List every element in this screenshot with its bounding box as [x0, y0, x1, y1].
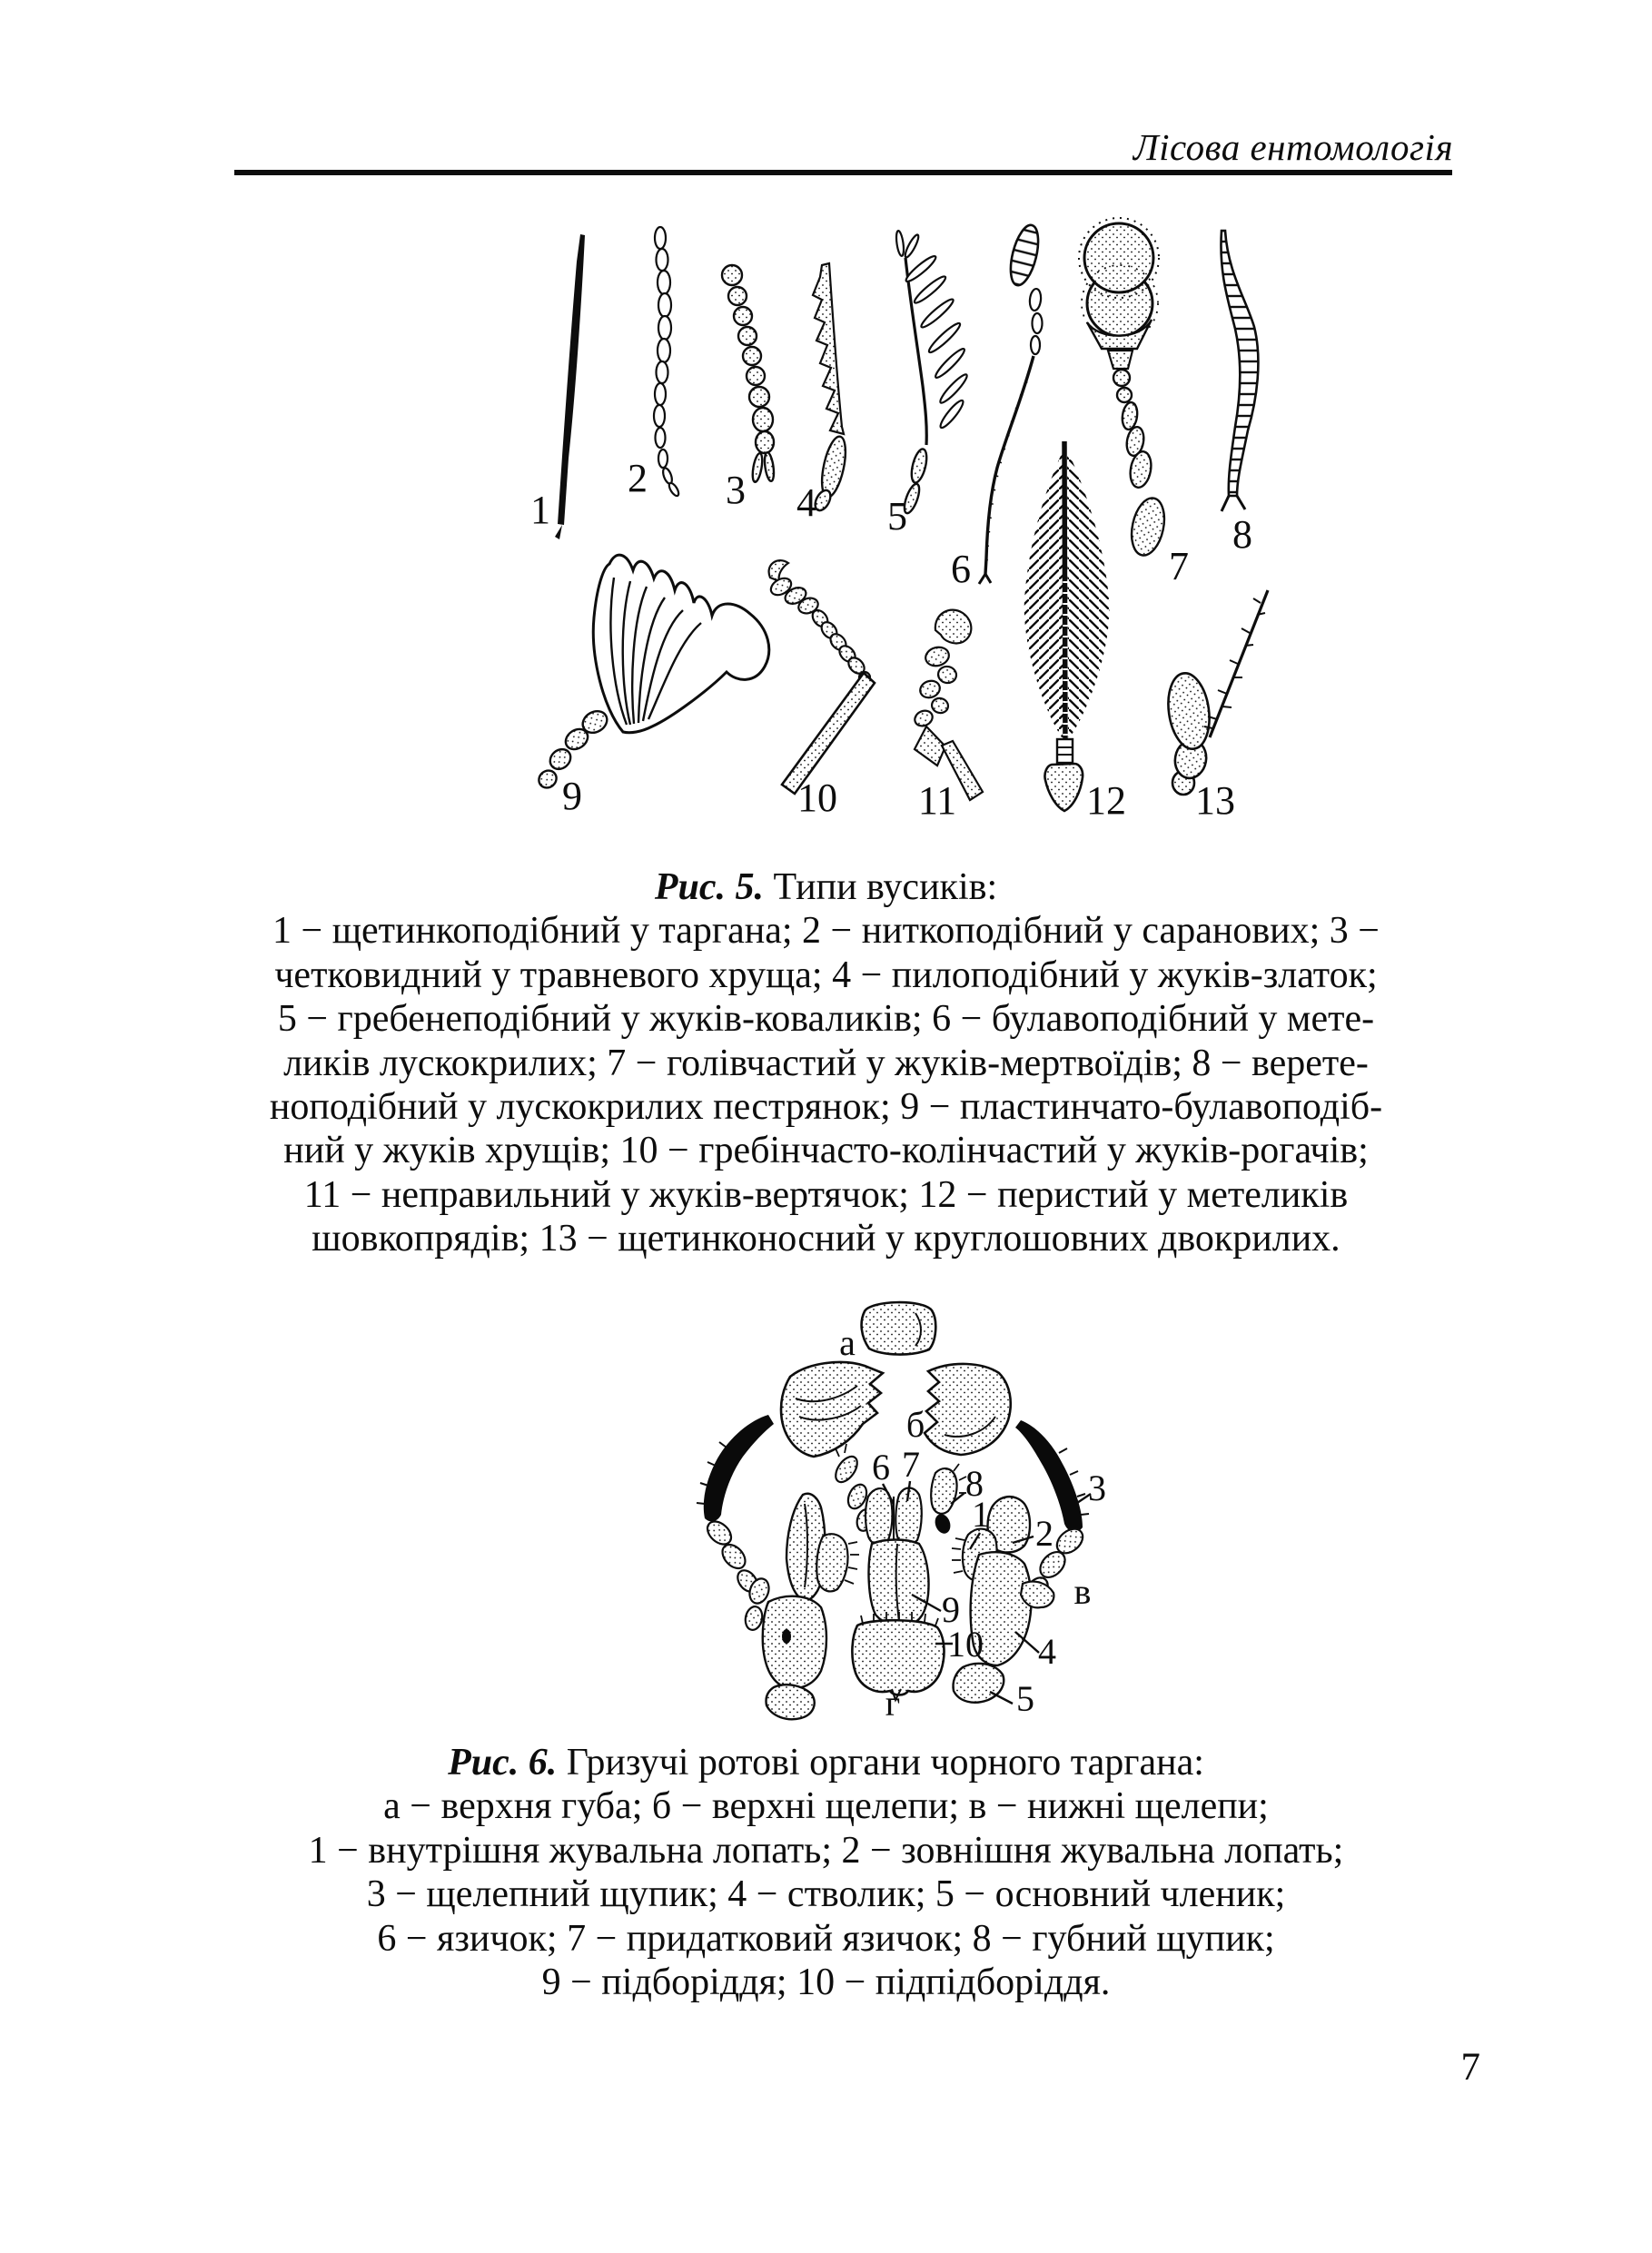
fig6-label-g: г — [885, 1683, 901, 1724]
header-rule — [234, 170, 1452, 175]
fig5-label-12: 12 — [1086, 778, 1126, 817]
fig6-label-10: 10 — [947, 1624, 984, 1665]
antenna-11-irregular — [913, 610, 983, 800]
fig6-label-9: 9 — [942, 1589, 960, 1630]
antenna-5-pectinate — [895, 231, 970, 515]
fig5-label-1: 1 — [530, 488, 550, 532]
caption-line: ноподібний у лускокрилих пестрянок; 9 − пластинчато-булавоподіб- — [269, 1086, 1383, 1129]
antenna-13-aristate — [1163, 590, 1268, 795]
antenna-8-fusiform — [1221, 231, 1258, 511]
mandible-right — [925, 1364, 1011, 1455]
fig6-label-v: в — [1073, 1571, 1092, 1612]
labrum — [862, 1302, 936, 1354]
caption-line: 1 − щетинкоподібний у таргана; 2 − ниткоподібний у саранових; 3 − — [272, 910, 1380, 953]
caption-line: ликів лускокрилих; 7 − голівчастий у жуків-мертвоїдів; 8 − верете- — [283, 1042, 1369, 1084]
fig6-label-8: 8 — [965, 1463, 984, 1504]
fig6-label-1: 1 — [972, 1494, 990, 1535]
antenna-10-geniculate — [768, 560, 875, 794]
fig5-label-9: 9 — [562, 774, 582, 817]
fig6-label-4: 4 — [1038, 1631, 1056, 1672]
fig5-label-2: 2 — [628, 456, 648, 500]
figure5-caption-title — [0, 865, 1652, 909]
fig6-label-6: 6 — [872, 1447, 890, 1487]
figure6-number: Рис. 6. — [448, 1742, 558, 1784]
page-number: 7 — [1460, 2046, 1480, 2089]
figure6-caption-title — [0, 1741, 1652, 1784]
caption-line: а − верхня губа; б − верхні щелепи; в − нижні щелепи; — [383, 1785, 1269, 1828]
fig5-label-5: 5 — [887, 494, 907, 539]
figure5-title: Типи вусиків: — [773, 866, 998, 908]
caption-line: 5 − гребенеподібний у жуків-коваликів; 6 − булавоподібний у мете- — [277, 998, 1375, 1041]
fig5-label-8: 8 — [1232, 512, 1252, 557]
figure5-antenna-types-illustration — [509, 204, 1335, 817]
antenna-12-plumose — [1024, 441, 1110, 811]
labium — [831, 1444, 966, 1700]
fig6-label-2: 2 — [1035, 1513, 1054, 1554]
fig5-label-3: 3 — [726, 468, 746, 512]
fig5-label-10: 10 — [797, 776, 837, 817]
mandible-left — [781, 1362, 883, 1457]
figure6-title: Гризучі ротові органи чорного таргана: — [566, 1742, 1204, 1784]
antenna-2-filiform — [654, 227, 680, 498]
figure5-caption — [0, 865, 1652, 1261]
antenna-3-moniliform — [722, 265, 776, 483]
fig6-label-3: 3 — [1088, 1467, 1106, 1508]
caption-line: 3 − щелепний щупик; 4 − стволик; 5 − основний членик; — [366, 1873, 1286, 1916]
figure6-mouthparts-illustration — [690, 1290, 1117, 1730]
fig5-label-4: 4 — [796, 480, 816, 525]
fig6-label-b: б — [905, 1404, 925, 1445]
fig5-label-6: 6 — [951, 547, 971, 591]
fig5-label-11: 11 — [917, 778, 957, 817]
caption-line: 1 − внутрішня жувальна лопать; 2 − зовнішня жувальна лопать; — [308, 1829, 1344, 1872]
antenna-1-setaceous — [555, 234, 585, 539]
maxilla-left — [697, 1415, 859, 1719]
fig6-label-5: 5 — [1016, 1678, 1034, 1719]
caption-line: 9 − підборіддя; 10 − підпідборіддя. — [541, 1961, 1111, 2004]
caption-line: 6 − язичок; 7 − придатковий язичок; 8 − губний щупик; — [377, 1917, 1275, 1960]
antenna-9-lamellate — [536, 555, 769, 791]
running-header: Лісова ентомологія — [1133, 126, 1453, 168]
figure6-caption — [0, 1741, 1652, 2004]
antenna-6-clavate — [979, 222, 1044, 584]
caption-line: 11 − неправильний у жуків-вертячок; 12 − перистий у метеликів — [303, 1173, 1349, 1216]
caption-line: четковидний у травневого хруща; 4 − пилоподібний у жуків-златок; — [274, 954, 1378, 996]
fig6-label-a: а — [839, 1322, 856, 1363]
antenna-4-serrate — [812, 263, 850, 513]
fig5-label-13: 13 — [1195, 778, 1235, 817]
caption-line: шовкопрядів; 13 − щетинконосний у круглошовних двокрилих. — [312, 1218, 1340, 1260]
fig6-label-7: 7 — [902, 1444, 920, 1485]
fig5-label-7: 7 — [1169, 544, 1189, 588]
caption-line: ний у жуків хрущів; 10 − гребінчасто-колінчастий у жуків-рогачів; — [283, 1130, 1369, 1172]
figure5-number: Рис. 5. — [654, 866, 764, 908]
antenna-7-capitate — [1079, 218, 1169, 558]
